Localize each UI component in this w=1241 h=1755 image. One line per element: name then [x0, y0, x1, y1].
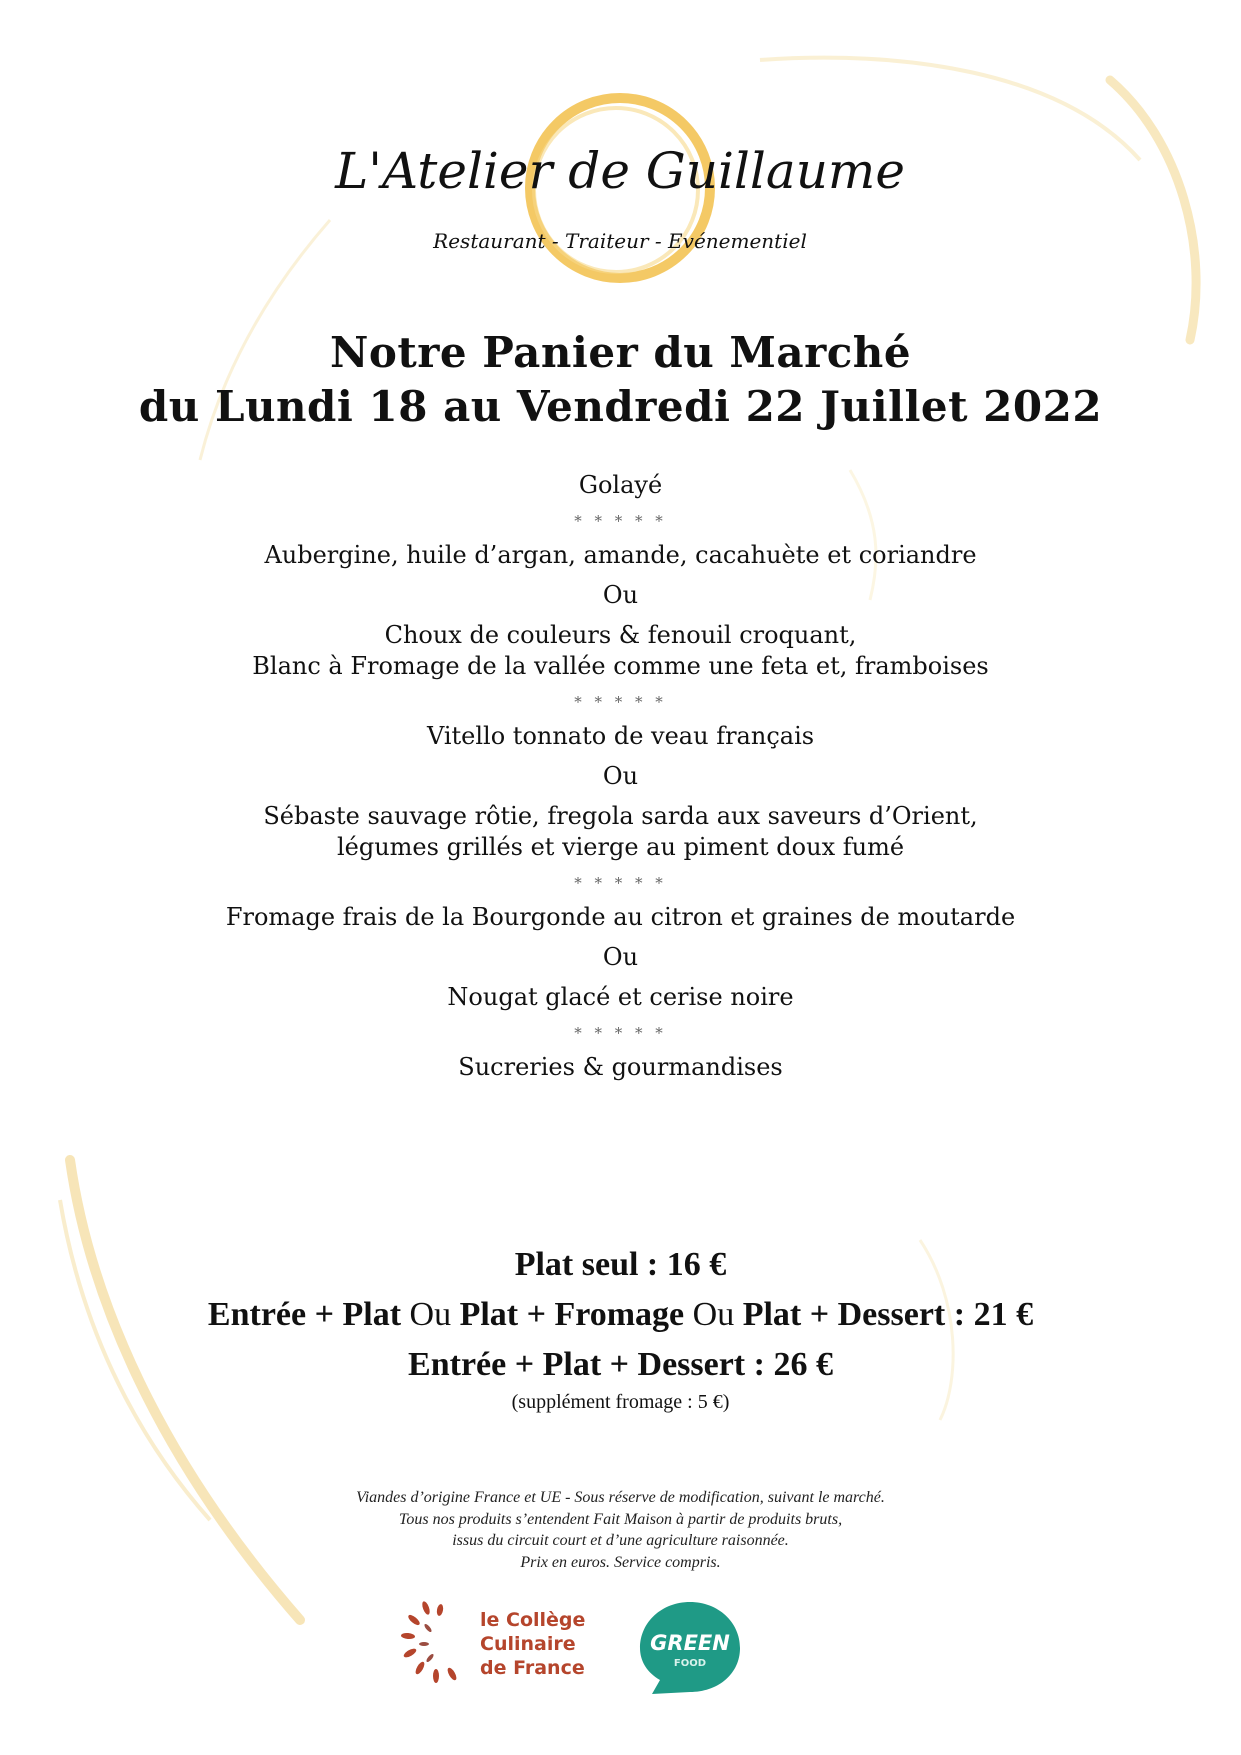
menu-or: Ou [602, 581, 639, 609]
formule-or: Ou [692, 1296, 735, 1333]
formule-or: Ou [409, 1296, 452, 1333]
green-line-1: GREEN [650, 1631, 730, 1655]
separator: * * * * * [574, 1024, 667, 1042]
legal-line-2: Tous nos produits s’entendent Fait Maison à partir de produits bruts, [398, 1510, 843, 1528]
college-culinaire-logo [400, 1598, 600, 1688]
page-title: Notre Panier du Marché [329, 328, 912, 377]
logo-name: L'Atelier de Guillaume [335, 142, 905, 200]
college-line-1: le Collège [480, 1609, 586, 1631]
legal-line-4: Prix en euros. Service compris. [520, 1553, 721, 1571]
legal-notice [0, 1487, 1241, 1573]
menu-list [0, 470, 1241, 1083]
green-food-badge [636, 1598, 744, 1698]
menu-or: Ou [602, 943, 639, 971]
price-list [0, 1240, 1241, 1414]
menu-entree-1: Aubergine, huile d’argan, amande, cacahuète et coriandre [264, 541, 977, 569]
page-date-range: du Lundi 18 au Vendredi 22 Juillet 2022 [138, 382, 1103, 431]
menu-plat-2-line-2: légumes grillés et vierge au piment doux fumé [336, 833, 905, 861]
separator: * * * * * [574, 512, 667, 530]
price-plat-seul: Plat seul : 16 € [514, 1246, 727, 1283]
menu-dessert-2: Nougat glacé et cerise noire [447, 983, 794, 1011]
price-supplement: (supplément fromage : 5 €) [511, 1391, 730, 1413]
logo-tagline: Restaurant - Traiteur - Evénementiel [433, 229, 807, 253]
college-line-3: de France [480, 1657, 585, 1679]
price-formule-2 [0, 1290, 1241, 1340]
menu-mignardises: Sucreries & gourmandises [458, 1053, 783, 1081]
college-line-2: Culinaire [480, 1633, 576, 1655]
menu-dessert-1: Fromage frais de la Bourgonde au citron et graines de moutarde [225, 903, 1016, 931]
menu-amuse: Golayé [578, 471, 663, 499]
green-line-2: FOOD [673, 1658, 707, 1669]
menu-plat-1: Vitello tonnato de veau français [426, 722, 815, 750]
formule-2-option-a: Entrée + Plat [207, 1296, 402, 1333]
menu-plat-2-line-1: Sébaste sauvage rôtie, fregola sarda aux saveurs d’Orient, [263, 802, 978, 830]
price-formule-3: Entrée + Plat + Dessert : 26 € [408, 1346, 833, 1383]
green-food-icon [636, 1598, 744, 1698]
restaurant-logo [335, 80, 905, 310]
menu-entree-2-line-2: Blanc à Fromage de la vallée comme une feta et, framboises [252, 652, 989, 680]
legal-line-1: Viandes d’origine France et UE - Sous réserve de modification, suivant le marché. [356, 1489, 885, 1506]
college-culinaire-icon [400, 1598, 600, 1688]
legal-line-3: issus du circuit court et d’une agriculture raisonnée. [452, 1532, 789, 1549]
formule-2-option-c: Plat + Dessert : 21 € [742, 1296, 1034, 1333]
formule-2-option-b: Plat + Fromage [459, 1296, 685, 1333]
separator: * * * * * [574, 693, 667, 711]
menu-or: Ou [602, 762, 639, 790]
separator: * * * * * [574, 874, 667, 892]
logo-graphic [335, 80, 905, 310]
menu-entree-2-line-1: Choux de couleurs & fenouil croquant, [384, 621, 857, 649]
